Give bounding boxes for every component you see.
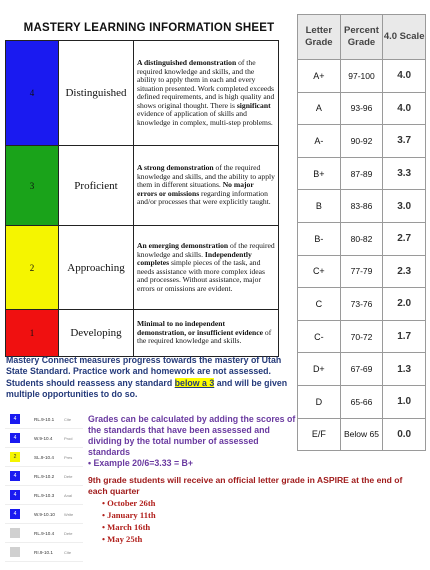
grade-row [298, 222, 426, 255]
standard-desc: Dete [64, 473, 73, 479]
percent-range: 67-69 [340, 353, 383, 386]
standard-score-badge: 4 [10, 471, 20, 481]
scale-value: 2.7 [383, 222, 426, 255]
grade-row [298, 157, 426, 190]
percent-range: 80-82 [340, 222, 383, 255]
level-description [134, 41, 279, 146]
level-desc-text: of the required knowledge and skills, and the ability to apply them in different situations. [137, 163, 275, 190]
level-color-swatch [6, 310, 59, 357]
grade-row [298, 320, 426, 353]
standard-desc: Cite [64, 549, 72, 555]
grade-calculation-note [88, 414, 300, 469]
letter-grade: A [298, 92, 341, 125]
scale-value: 1.3 [383, 353, 426, 386]
ninth-grade-note [88, 475, 418, 545]
level-desc-bold: An emerging demonstration [137, 241, 229, 250]
level-desc-bold-2: No major errors or omissions [137, 180, 254, 198]
level-name: Proficient [59, 146, 134, 226]
scale-value: 3.7 [383, 125, 426, 158]
level-color-swatch [6, 41, 59, 146]
scale-value: 1.0 [383, 385, 426, 418]
standard-score-badge [10, 528, 20, 538]
level-name: Developing [59, 310, 134, 357]
grade-row [298, 353, 426, 386]
mastery-highlight: below a 3 [174, 377, 215, 388]
letter-grade: A+ [298, 60, 341, 93]
level-desc-bold: A strong demonstration [137, 163, 214, 173]
grade-row [298, 125, 426, 158]
level-row [6, 226, 279, 310]
mastery-connect-note [6, 355, 296, 401]
standard-item [5, 410, 83, 429]
calc-example: • Example 20/6=3.33 = B+ [88, 457, 194, 468]
letter-grade: D+ [298, 353, 341, 386]
scale-value: 2.3 [383, 255, 426, 288]
letter-grade: C [298, 288, 341, 321]
level-desc-bold-2: significant [236, 100, 271, 110]
level-description [134, 310, 279, 357]
standard-score-badge: 4 [10, 490, 20, 500]
level-row [6, 146, 279, 226]
standard-code: RL.9-10.2 [34, 473, 55, 479]
standard-item [5, 448, 83, 467]
header-scale: 4.0 Scale [383, 15, 426, 60]
grade-table-header [298, 15, 426, 60]
standard-desc: Cite [64, 416, 72, 422]
grade-row [298, 92, 426, 125]
level-desc-text-2: evidence of application of skills and knowledge in complex, multi-step problems. [137, 109, 273, 127]
level-desc-text-2: regarding information and/or processes that were explicitly taught. [137, 188, 271, 207]
letter-grade: C- [298, 320, 341, 353]
standards-screenshot-list [5, 410, 83, 562]
percent-range: 93-96 [340, 92, 383, 125]
page-title: MASTERY LEARNING INFORMATION SHEET [23, 22, 275, 34]
level-desc-bold: A distinguished demonstration [137, 58, 237, 67]
grade-row [298, 288, 426, 321]
level-desc-text: of the required knowledge and skills, and the ability to apply them in each and every situation presented. Work completed exceeds defined requirements, and is high quality and shows original thought. There is [137, 58, 275, 110]
standard-item [5, 543, 83, 562]
standard-code: RL.9-10.1 [34, 416, 55, 422]
standard-item [5, 429, 83, 448]
standard-score-badge: 4 [10, 414, 20, 424]
scale-value: 2.0 [383, 288, 426, 321]
letter-grade: B- [298, 222, 341, 255]
percent-range: 77-79 [340, 255, 383, 288]
level-desc-text: of the required knowledge and skills. [137, 327, 272, 346]
grade-row [298, 60, 426, 93]
header-letter-grade: Letter Grade [298, 15, 341, 60]
standard-desc: Anal [64, 492, 73, 498]
letter-grade: B+ [298, 157, 341, 190]
percent-range: 73-76 [340, 288, 383, 321]
standard-code: RL.9-10.4 [34, 530, 55, 536]
level-number: 3 [29, 180, 35, 191]
scale-value: 4.0 [383, 92, 426, 125]
quarter-date: • January 11th [102, 509, 418, 521]
standard-desc: Dete [64, 530, 73, 536]
scale-value: 1.7 [383, 320, 426, 353]
standard-desc: Prod [64, 435, 73, 441]
grade-row [298, 418, 426, 451]
scale-value: 3.0 [383, 190, 426, 223]
level-description [134, 226, 279, 310]
quarter-date: • October 26th [102, 497, 418, 509]
ninth-text: 9th grade students will receive an official letter grade in ASPIRE at the end of each quarter [88, 475, 403, 497]
grade-row [298, 385, 426, 418]
quarter-date: • May 25th [102, 533, 418, 545]
level-desc-bold-2: Independently completes [137, 249, 252, 267]
calc-text: Grades can be calculated by adding the scores of the standards that have been assessed and dividing by the total number of assessed standards [88, 414, 296, 457]
level-name: Distinguished [59, 41, 134, 146]
mastery-levels-table [5, 40, 279, 357]
letter-grade: B [298, 190, 341, 223]
standard-code: RL.9-10.3 [34, 492, 55, 498]
percent-range: 70-72 [340, 320, 383, 353]
standard-score-badge: 4 [10, 509, 20, 519]
grade-row [298, 255, 426, 288]
standard-code: SL.9-10.4 [34, 454, 54, 460]
standard-desc: Write [64, 511, 74, 517]
quarter-date: • March 16th [102, 521, 418, 533]
level-color-swatch [6, 226, 59, 310]
scale-value: 3.3 [383, 157, 426, 190]
standard-code: W.9-10.10 [34, 511, 55, 517]
letter-grade: C+ [298, 255, 341, 288]
mastery-note-text-end: and will be given multiple opportunities to do so. [6, 377, 288, 400]
grade-row [298, 190, 426, 223]
percent-range: Below 65 [340, 418, 383, 451]
level-number: 4 [29, 88, 35, 98]
percent-range: 90-92 [340, 125, 383, 158]
standard-item [5, 467, 83, 486]
level-number: 2 [29, 262, 35, 273]
standard-desc: Pres [64, 454, 73, 460]
scale-value: 4.0 [383, 60, 426, 93]
grade-scale-table [297, 14, 426, 451]
mastery-note-text: Mastery Connect measures progress towards the mastery of Utah State Standard. Practice work and homework are not assessed. Students should reassess any standard [6, 355, 282, 388]
letter-grade: E/F [298, 418, 341, 451]
standard-code: W.9-10.4 [34, 435, 53, 441]
level-description [134, 146, 279, 226]
standard-score-badge: 2 [10, 452, 20, 462]
percent-range: 83-86 [340, 190, 383, 223]
level-row [6, 310, 279, 357]
header-percent-grade: Percent Grade [340, 15, 383, 60]
standard-code: RI.9-10.1 [34, 549, 53, 555]
level-number: 1 [29, 328, 35, 338]
level-name: Approaching [59, 226, 134, 310]
percent-range: 87-89 [340, 157, 383, 190]
level-desc-text: of the required knowledge and skills. [137, 241, 275, 259]
letter-grade: D [298, 385, 341, 418]
level-row [6, 41, 279, 146]
standard-score-badge [10, 547, 20, 557]
percent-range: 97-100 [340, 60, 383, 93]
percent-range: 65-66 [340, 385, 383, 418]
level-desc-text-2: simple pieces of the task, and needs assistance with more complex ideas and processes. Without assistance, major errors or omissions are evident. [137, 258, 265, 293]
letter-grade: A- [298, 125, 341, 158]
quarter-dates-list [102, 497, 418, 545]
standard-score-badge: 4 [10, 433, 20, 443]
scale-value: 0.0 [383, 418, 426, 451]
level-color-swatch [6, 146, 59, 226]
standard-item [5, 486, 83, 505]
standard-item [5, 505, 83, 524]
standard-item [5, 524, 83, 543]
level-desc-bold: Minimal to no independent demonstration, or insufficient evidence [137, 319, 263, 337]
